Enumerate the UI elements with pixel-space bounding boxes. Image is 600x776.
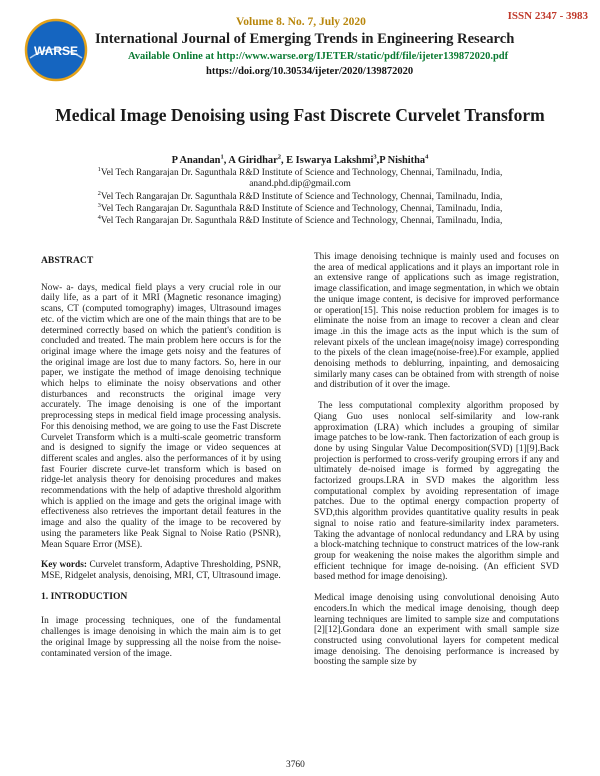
author-email[interactable]: anand.phd.dip@gmail.com <box>249 179 351 189</box>
logo-text: WARSE <box>33 44 79 58</box>
issn-label: ISSN 2347 - 3983 <box>507 10 588 22</box>
affiliation-2 <box>40 189 560 203</box>
introduction-heading: 1. INTRODUCTION <box>41 590 128 602</box>
author-sep: , <box>280 155 287 166</box>
affiliation-text: Vel Tech Rangarajan Dr. Sagunthala R&D Institute of Science and Technology, Chennai, Tamilnadu, India, <box>100 216 503 226</box>
abstract-text: Now- a- days, medical field plays a very crucial role in our daily life, as a part of it MRI (Magnetic resonance imaging) scans, CT (computed tomography) images, Ultrasound images etc. of the victim which are one of the main things that are to be determined correctly based on which the patient's condition is concluded and treated. The main problem here occurs is for the original image where the image gets noisy and the features of the original image are lost due to many factors. So, here in our paper, we instigate the method of image denoising technique which helps to eliminate the noisy observations and other disturbances and reconstructs the original image very accurately. The image denoising is one of the important preprocessing steps in medical field image processing analysis. For this denoising method, we are going to use the Fast Discrete Curvelet Transform which is a multi-scale geometric transform and is designed to signify the image or video sequences at different scales and angles. also the performances of it by using fast Fourier discrete curve-let transform which is based on ridge-let analysis theory for denoising procedures and makes recommendations with the help of adaptive threshold algorithm which is applied on the image and gets the original image with effectiveness also retrieves the important detail features in the image and also the quality of the image to be recovered by using the parameters like Peak Signal to Noise Ratio (PSNR), Mean Square Error (MSE). <box>41 282 281 550</box>
affiliation-text: Vel Tech Rangarajan Dr. Sagunthala R&D Institute of Science and Technology, Chennai, Tamilnadu, India, <box>100 192 503 202</box>
available-online-link[interactable]: Available Online at http://www.warse.org/IJETER/static/pdf/file/ijeter139872020.pdf <box>128 51 509 62</box>
journal-logo-icon <box>24 18 88 82</box>
author-sup: 1 <box>220 153 224 161</box>
journal-name: International Journal of Emerging Trends in Engineering Research <box>95 31 515 47</box>
author-sep: , <box>223 155 229 166</box>
author-name: A Giridhar <box>228 155 278 166</box>
affiliation-3 <box>40 201 560 215</box>
body-paragraph-3: Medical image denoising using convolutional denoising Auto encoders.In which the medical image denoising, though deep learning techniques are limited to sample size and computations [2][12].Gondara done an experiment with small sample size constructed using convolutional layers for competent medical image denoising. The denoising performance is increased by boosting the sample size by <box>314 593 559 668</box>
affiliation-sup: 3 <box>97 201 101 209</box>
keywords-text: Curvelet transform, Adaptive Thresholding, PSNR, MSE, Ridgelet analysis, denoising, MRI, CT, Ultrasound image. <box>41 560 281 581</box>
affiliation-sup: 2 <box>97 189 101 197</box>
keywords <box>41 560 281 581</box>
page-number: 3760 <box>286 760 305 770</box>
author-name: P Anandan <box>171 155 221 166</box>
author-name: E Iswarya Lakshmi <box>286 155 374 166</box>
author-name: P Nishitha <box>379 155 426 166</box>
doi-link[interactable]: https://doi.org/10.30534/ijeter/2020/139872020 <box>206 66 414 77</box>
author-sep: , <box>376 155 380 166</box>
author-sup: 4 <box>425 153 429 161</box>
right-column <box>314 252 559 678</box>
author-list <box>40 155 560 166</box>
affiliation-1 <box>40 165 560 190</box>
affiliation-4 <box>40 213 560 227</box>
affiliation-sup: 1 <box>97 165 101 173</box>
left-column <box>41 256 281 669</box>
abstract-heading: ABSTRACT <box>41 255 94 266</box>
paper-title: Medical Image Denoising using Fast Discrete Curvelet Transform <box>55 105 545 125</box>
affiliation-text: Vel Tech Rangarajan Dr. Sagunthala R&D Institute of Science and Technology, Chennai, Tamilnadu, India, <box>100 168 503 178</box>
introduction-text: In image processing techniques, one of the fundamental challenges is image denoising in which the main aim is to get the original Image by suppressing all the noise from the noise-contaminated version of the image. <box>41 616 281 659</box>
volume-info: Volume 8. No. 7, July 2020 <box>236 16 366 28</box>
affiliation-sup: 4 <box>97 213 101 221</box>
body-paragraph-1: This image denoising technique is mainly used and focuses on the area of medical applications and it plays an important role in an extensive range of applications such as image registration, image classification, and image segmentation, in which we obtain the unique image content, is decisive for improved performance or operation[15]. This noise reduction problem for images is to eliminate the noise from an image to recover a clean and clear image .in this the image acts as the input which is the sum of relevant pixels of the unclean image(noisy image) corresponding to the pixels of the clean image(noise-free).For example, applied denoising methods to deblurring, inpainting, and demosaicing similarly many cases can be obtained from with strength of noise and distribution of it over the image. <box>314 252 559 391</box>
author-sup: 3 <box>373 153 377 161</box>
affiliation-text: Vel Tech Rangarajan Dr. Sagunthala R&D Institute of Science and Technology, Chennai, Tamilnadu, India, <box>100 204 503 214</box>
body-paragraph-2: The less computational complexity algorithm proposed by Qiang Guo uses nonlocal self-similarity and low-rank approximation (LRA) which includes a grouping of similar image patches to be low-rank. Then factorization of each group is done by using Singular Value Decomposition(SVD) [1][9].Back projection is performed to cross-verify grouping errors if any and ultimately de-noised image is formed by aggregating the factorized groups.LRA in SVD makes the algorithm less computational complex by avoiding representation of image patches. Due to the optimal energy compaction property of SVD,this algorithm provides quantitative quality results in peak signal to noise ratio and feature-similarity index parameters. Taking the advantage of nonlocal redundancy and LRA by using a block-matching technique to construct matrices of the low-rank group for weakening the noise makes the algorithm simple and efficient technique for image de-noising. (An efficient SVD based method for image denoising). <box>314 401 559 583</box>
author-sup: 2 <box>277 153 281 161</box>
keywords-label: Key words: <box>41 560 87 571</box>
